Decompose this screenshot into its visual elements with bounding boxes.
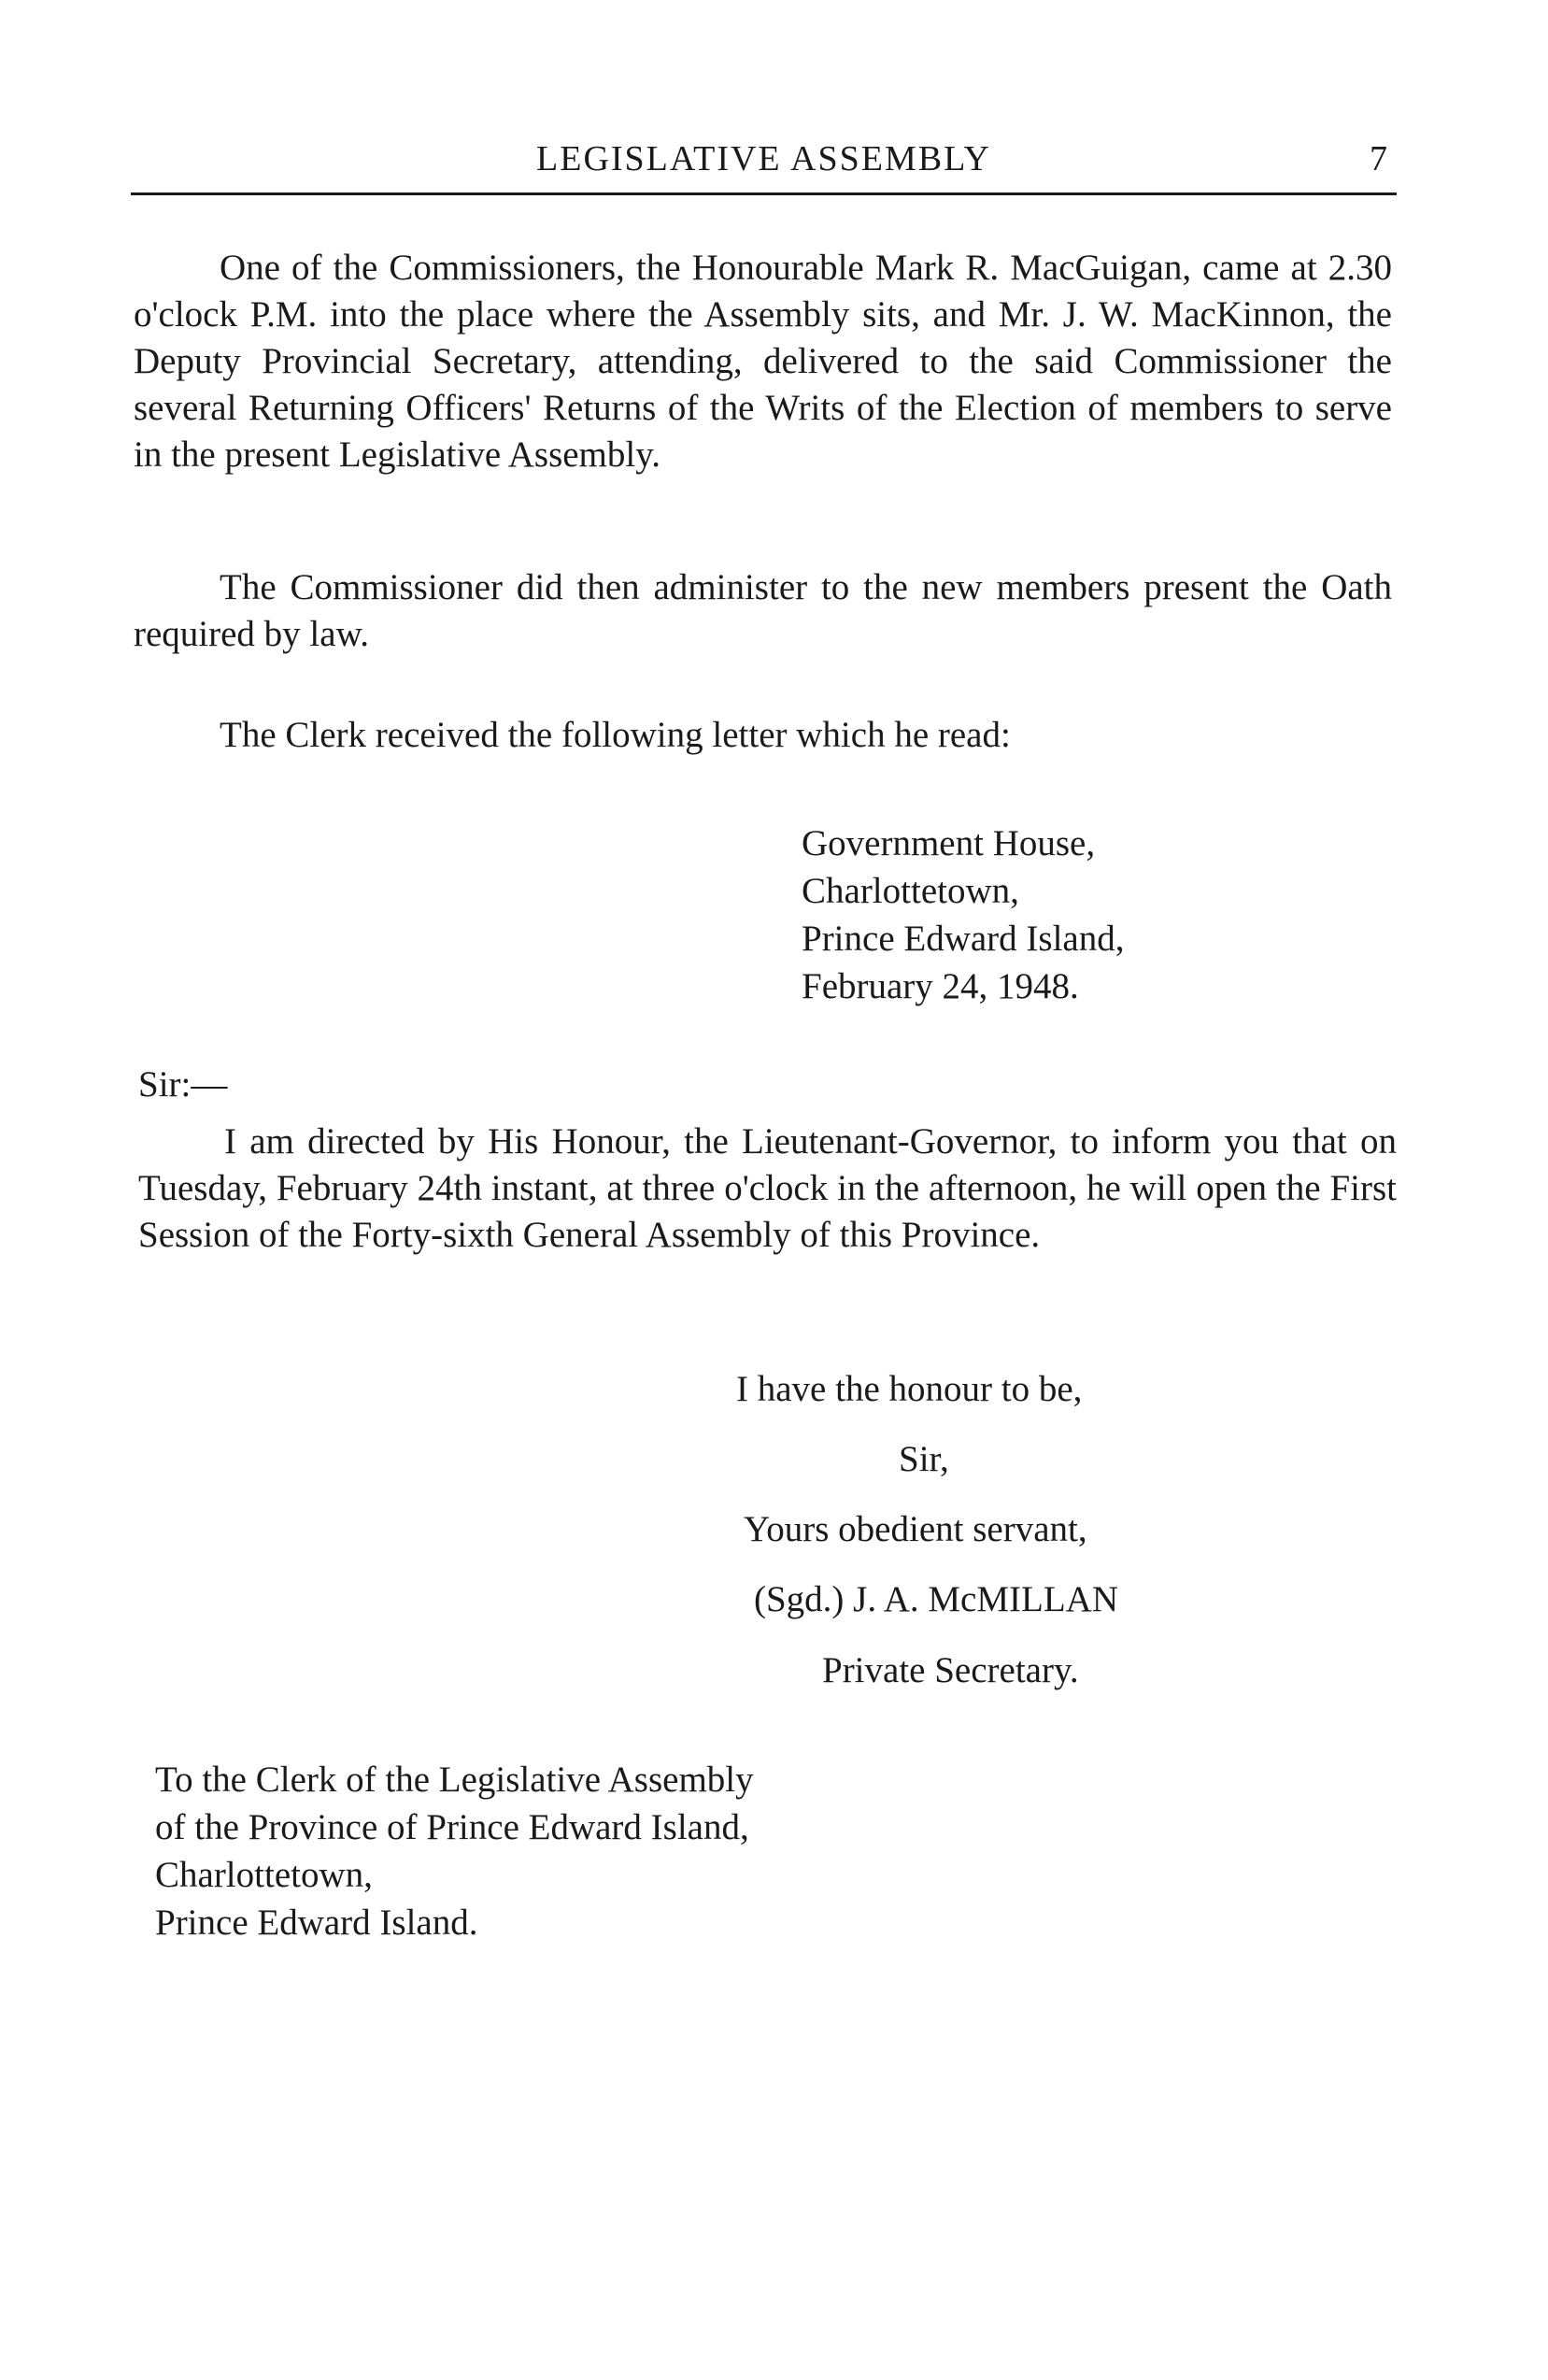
signatory-title: Private Secretary. <box>822 1650 1079 1690</box>
letter-recipient <box>155 1756 754 1946</box>
closing-sir: Sir, <box>899 1439 949 1479</box>
recipient-line: of the Province of Prince Edward Island, <box>155 1807 749 1847</box>
paragraph-clerk-letter: The Clerk received the following letter which he read: <box>220 715 1011 755</box>
paragraph-commissioner: One of the Commissioners, the Honourable Mark R. MacGuigan, came at 2.30 o'clock P.M. into the place where the Assembly sits, and Mr. J. W. MacKinnon, the Deputy Provincial Secretary, attending, delivered to the said Commissioner the several Returning Officers' Returns of the Writs of the Election of members to serve in the present Legislative Assembly. <box>134 248 1392 475</box>
address-line: Charlottetown, <box>802 871 1019 911</box>
closing-servant: Yours obedient servant, <box>744 1509 1087 1549</box>
recipient-line: To the Clerk of the Legislative Assembly <box>155 1760 754 1800</box>
recipient-line: Prince Edward Island. <box>155 1903 478 1943</box>
letter-signature: (Sgd.) J. A. McMILLAN <box>754 1579 1118 1619</box>
address-line: Government House, <box>802 823 1096 863</box>
running-title: LEGISLATIVE ASSEMBLY <box>536 139 991 178</box>
letter-salutation: Sir:— <box>138 1064 228 1104</box>
letter-body: I am directed by His Honour, the Lieutenant-Governor, to inform you that on Tuesday, February 24th instant, at three o'clock in the afternoon, he will open the First Session of the Forty-sixth General Assembly of this Province. <box>138 1121 1397 1255</box>
address-line: Prince Edward Island, <box>802 919 1125 959</box>
paragraph-oath: The Commissioner did then administer to the new members present the Oath required by law. <box>134 567 1392 654</box>
address-date: February 24, 1948. <box>802 966 1079 1006</box>
letter-address <box>802 819 1124 1010</box>
closing-line: I have the honour to be, <box>736 1369 1083 1409</box>
page-header <box>131 133 1397 195</box>
page-number: 7 <box>1370 139 1387 178</box>
recipient-line: Charlottetown, <box>155 1855 373 1895</box>
